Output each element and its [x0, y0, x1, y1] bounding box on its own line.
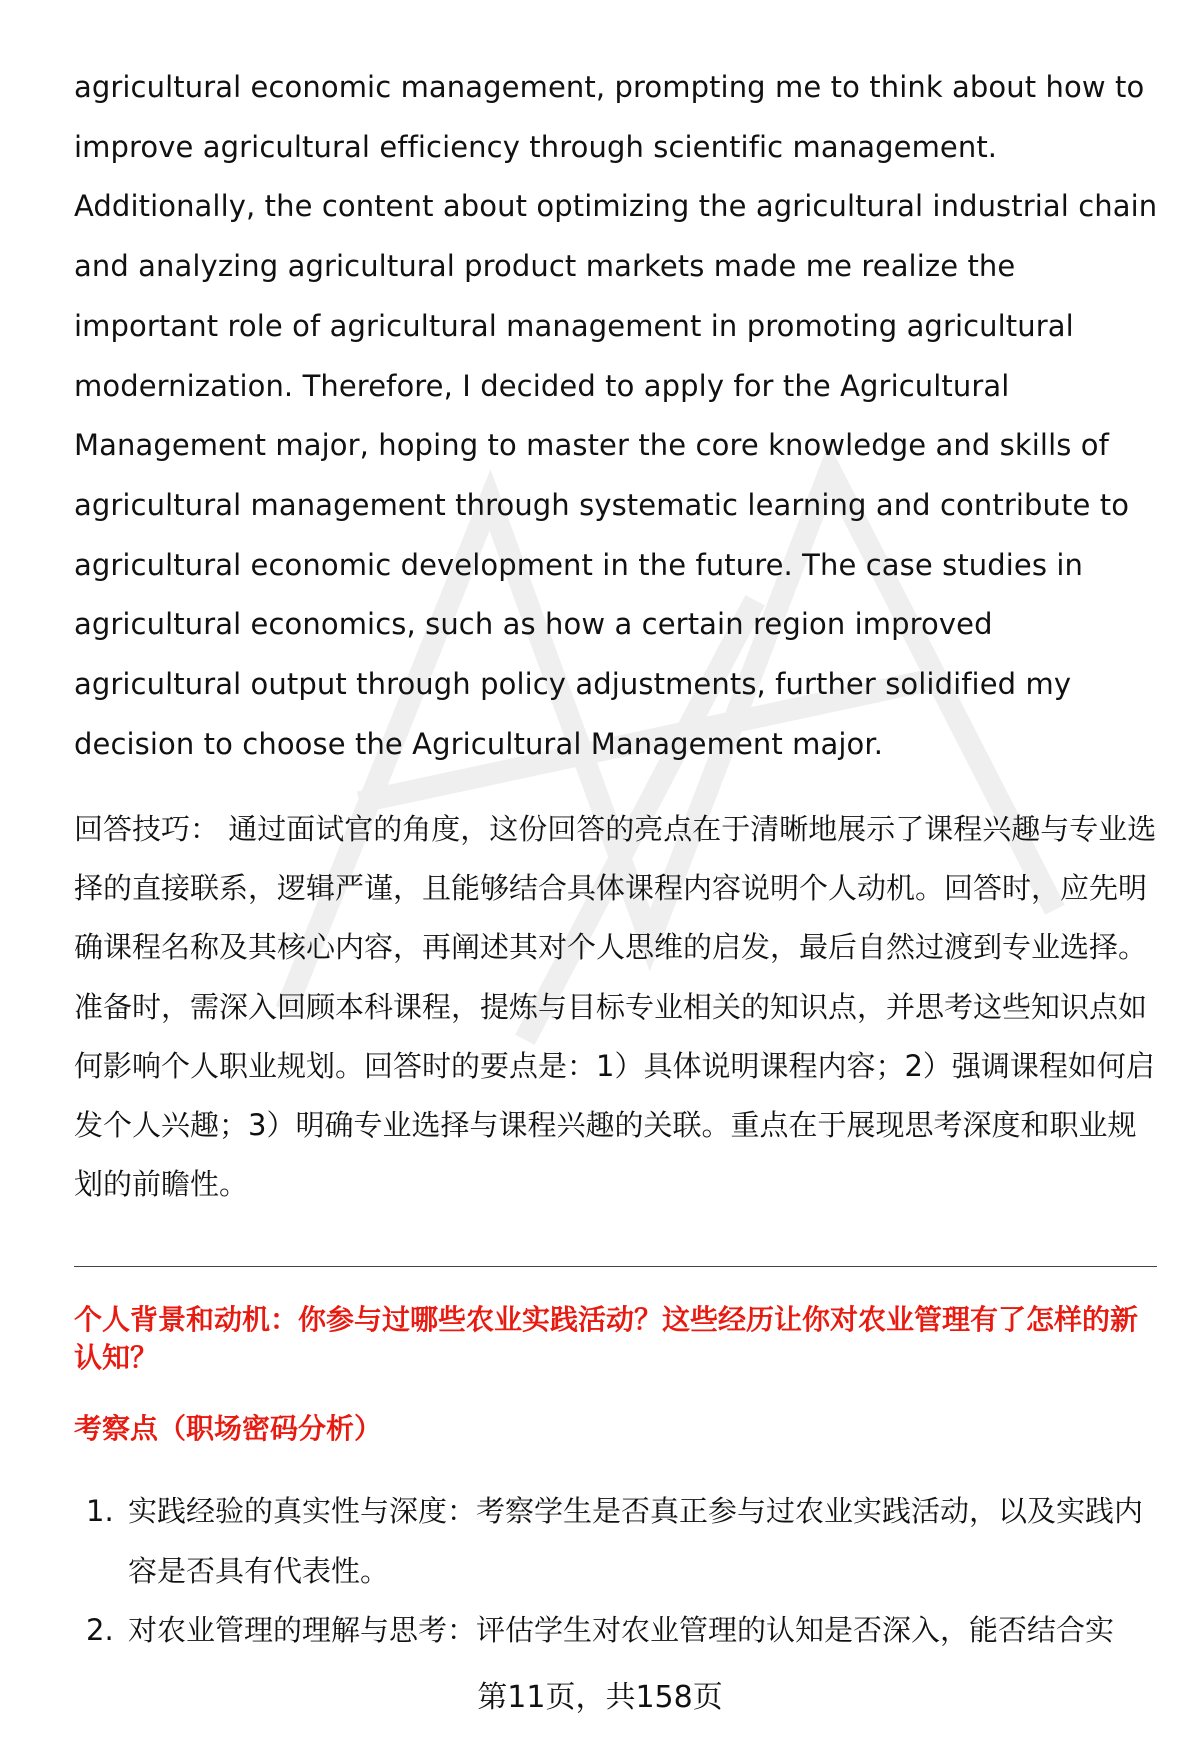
- section-divider: [74, 1266, 1157, 1267]
- assessment-points-heading: 考察点（职场密码分析）: [74, 1412, 383, 1445]
- list-item-number: 1.: [86, 1494, 114, 1528]
- list-item-text: 实践经验的真实性与深度：考察学生是否真正参与过农业实践活动，以及实践内容是否具有代表性。: [128, 1494, 1144, 1588]
- list-item: [74, 1601, 1164, 1661]
- list-item: [74, 1482, 1164, 1601]
- english-paragraph: agricultural economic management, prompting me to think about how to improve agricultural efficiency through scientific management. Additionally, the content about optimizing the agricultural industrial chain and analyzing agricultural product markets made me realize the important role of agricultural management in promoting agricultural modernization. Therefore, I decided to apply for the Agricultural Management major, hoping to master the core knowledge and skills of agricultural management through systematic learning and contribute to agricultural economic development in the future. The case studies in agricultural economics, such as how a certain region improved agricultural output through policy adjustments, further solidified my decision to choose the Agricultural Management major.: [74, 70, 1158, 761]
- assessment-points-list: [74, 1482, 1164, 1661]
- question-heading: 个人背景和动机：你参与过哪些农业实践活动？这些经历让你对农业管理有了怎样的新认知？: [74, 1303, 1139, 1374]
- list-item-text: 对农业管理的理解与思考：评估学生对农业管理的认知是否深入，能否结合实: [128, 1613, 1115, 1647]
- list-item-number: 2.: [86, 1613, 114, 1647]
- page-number-footer: 第11页，共158页: [477, 1680, 723, 1715]
- answer-tips-paragraph: 回答技巧： 通过面试官的角度，这份回答的亮点在于清晰地展示了课程兴趣与专业选择的直接联系，逻辑严谨，且能够结合具体课程内容说明个人动机。回答时，应先明确课程名称及其核心内容，再阐述其对个人思维的启发，最后自然过渡到专业选择。准备时，需深入回顾本科课程，提炼与目标专业相关的知识点，并思考这些知识点如何影响个人职业规划。回答时的要点是：1）具体说明课程内容；2）强调课程如何启发个人兴趣；3）明确专业选择与课程兴趣的关联。重点在于展现思考深度和职业规划的前瞻性。: [74, 812, 1157, 1202]
